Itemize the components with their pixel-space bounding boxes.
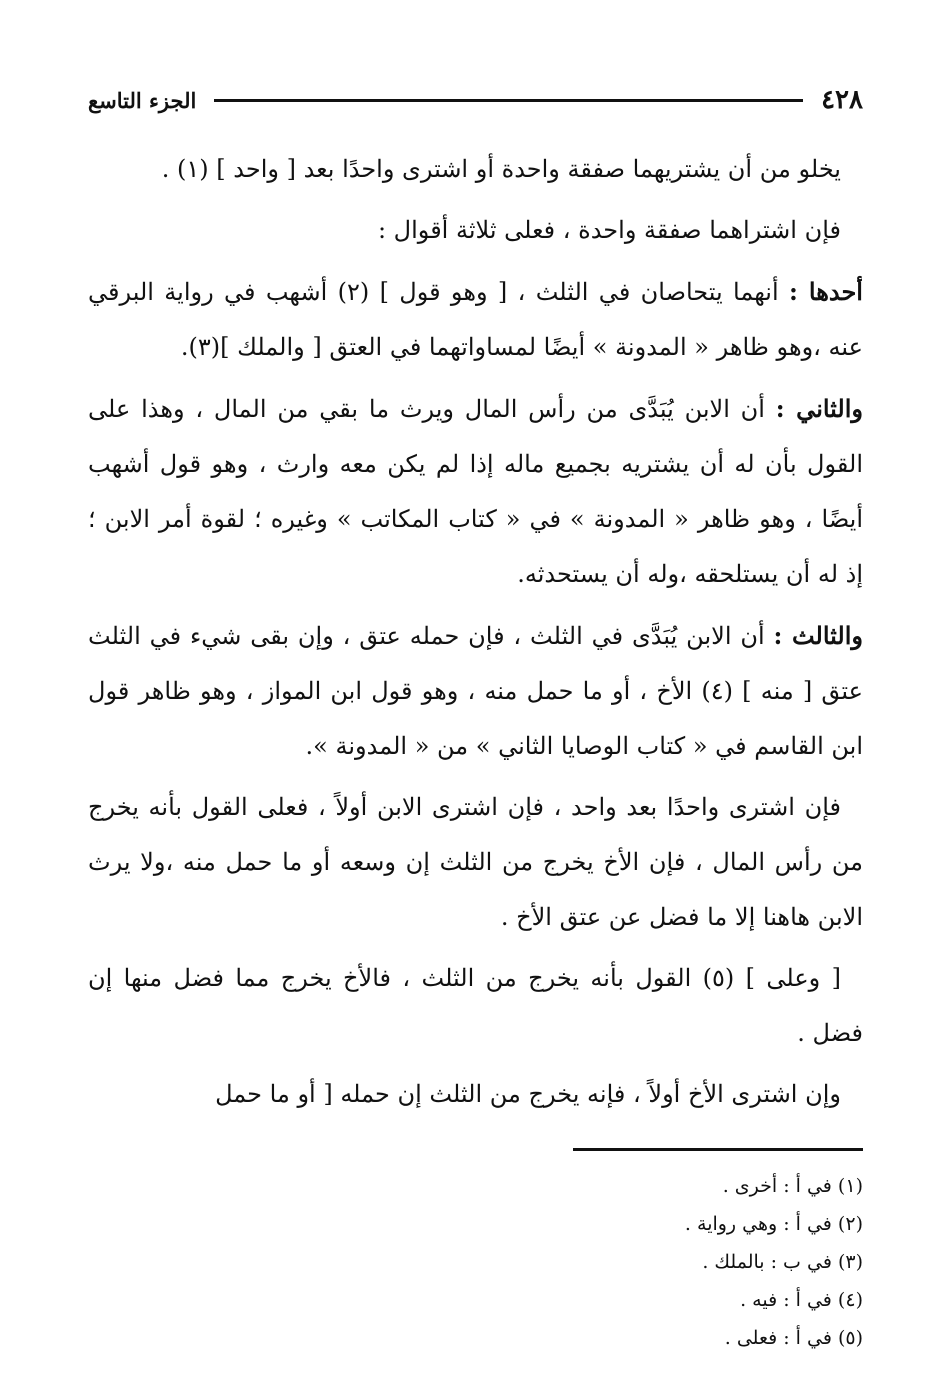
page-number: ٤٢٨ xyxy=(821,85,863,115)
paragraph xyxy=(88,608,863,774)
paragraph xyxy=(88,780,863,945)
footnote: (٣) في ب : بالملك . xyxy=(702,1251,863,1273)
header-rule xyxy=(214,99,803,102)
footnote: (١) في أ : أخرى . xyxy=(722,1175,863,1197)
paragraph-text: فإن اشترى واحدًا بعد واحد ، فإن اشترى الابن أولاً ، فعلى القول بأنه يخرج من رأس المال ، فإن الأخ يخرج من الثلث إن وسعه أو ما حمل منه ،ولا يرث الابن هاهنا إلا ما فضل عن عتق الأخ . xyxy=(88,793,863,931)
footnote: (٥) في أ : فعلى . xyxy=(724,1327,863,1349)
paragraph-text: وإن اشترى الأخ أولاً ، فإنه يخرج من الثلث إن حمله [ أو ما حمل xyxy=(215,1080,841,1108)
footnote-rule xyxy=(573,1148,863,1151)
paragraph xyxy=(88,951,863,1061)
running-title: الجزء التاسع xyxy=(88,87,197,113)
paragraph xyxy=(88,1067,863,1122)
paragraph-text: أن الابن يُبَدَّى في الثلث ، فإن حمله عتق ، وإن بقى شيء في الثلث عتق [ منه ] (٤) الأخ ، أو ما حمل منه ، وهو قول ابن المواز ، وهو ظاهر قول ابن القاسم في « كتاب الوصايا الثاني » من « المدونة ». xyxy=(88,622,863,760)
page xyxy=(88,78,863,1357)
footnotes xyxy=(88,1167,863,1357)
paragraph-lead: أحدها : xyxy=(788,277,863,306)
paragraph-lead: والثاني : xyxy=(775,394,863,423)
paragraph-text: [ وعلى ] (٥) القول بأنه يخرج من الثلث ، فالأخ يخرج مما فضل منها إن فضل . xyxy=(88,964,863,1047)
body-text xyxy=(88,142,863,1122)
footnote: (٤) في أ : فيه . xyxy=(740,1289,863,1311)
footnote: (٢) في أ : وهي رواية . xyxy=(684,1213,863,1235)
paragraph-text: يخلو من أن يشتريهما صفقة واحدة أو اشترى واحدًا بعد [ واحد ] (١) . xyxy=(161,155,841,183)
paragraph-text: أنهما يتحاصان في الثلث ، [ وهو قول ] (٢) أشهب في رواية البرقي عنه ،وهو ظاهر « المدونة » أيضًا لمساواتهما في العتق [ والملك ](٣). xyxy=(88,278,863,361)
paragraph-text: فإن اشتراهما صفقة واحدة ، فعلى ثلاثة أقوال : xyxy=(377,216,841,244)
page-header xyxy=(88,78,863,122)
paragraph-lead: والثالث : xyxy=(773,621,863,650)
paragraph xyxy=(88,203,863,258)
paragraph xyxy=(88,381,863,602)
paragraph xyxy=(88,264,863,375)
paragraph-text: أن الابن يُبَدَّى من رأس المال ويرث ما بقي من المال ، وهذا على القول بأن له أن يشتريه بجميع ماله إذا لم يكن معه وارث ، وهو قول أشهب أيضًا ، وهو ظاهر « المدونة » في « كتاب المكاتب » وغيره ؛ لقوة أمر الابن ؛ إذ له أن يستلحقه ،وله أن يستحدثه. xyxy=(88,395,863,588)
paragraph xyxy=(88,142,863,197)
